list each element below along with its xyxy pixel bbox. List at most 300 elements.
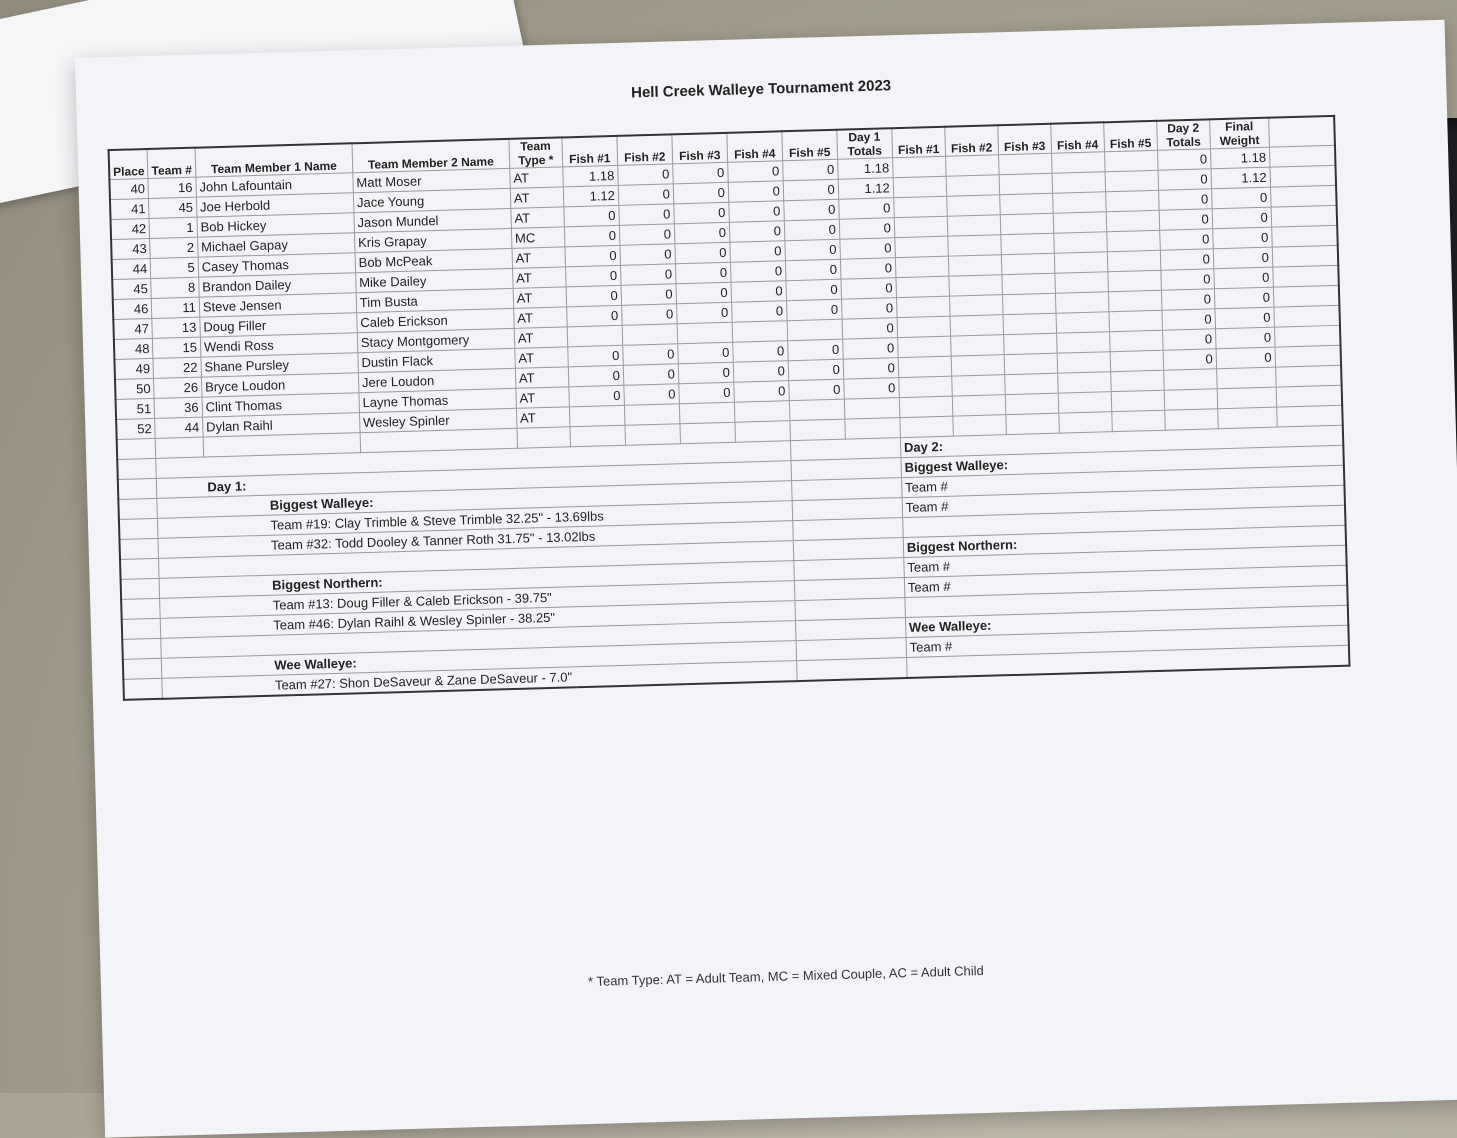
day2-biggest-northern-entry: Team # <box>904 545 1347 577</box>
d1-fish-3-cell: 0 <box>678 342 734 364</box>
blank-cell <box>119 518 158 539</box>
d2-fish-1-cell <box>899 396 953 417</box>
d2-fish-2-cell <box>946 175 1000 196</box>
blank-cell <box>1277 405 1343 427</box>
day1-total-cell: 0 <box>839 218 895 240</box>
final-weight-cell <box>1217 387 1277 409</box>
d1-fish-3-cell: 0 <box>678 362 734 384</box>
day1-total-cell: 1.18 <box>837 158 893 180</box>
d1-fish-4-cell <box>732 321 788 343</box>
d2-fish-3-cell <box>1004 353 1058 374</box>
member-2-cell: Tim Busta <box>356 288 513 312</box>
final-weight-cell: 0 <box>1214 267 1274 289</box>
team-number-cell: 11 <box>152 297 200 318</box>
day2-wee-walleye-label: Wee Walleye: <box>905 605 1348 637</box>
blank-cell <box>117 458 156 479</box>
d1-fish-5-cell <box>787 319 843 341</box>
day1-total-cell: 0 <box>842 338 898 360</box>
team-number-cell: 2 <box>150 237 198 258</box>
final-weight-cell: 0 <box>1211 187 1271 209</box>
d2-fish-4-cell <box>1052 172 1106 193</box>
d1-fish-2-cell: 0 <box>618 164 674 186</box>
team-number-cell: 5 <box>150 257 198 278</box>
team-number-cell: 15 <box>153 337 201 358</box>
day1-total-cell <box>844 398 900 420</box>
final-weight-cell: 0 <box>1213 247 1273 269</box>
d2-fish-5-cell <box>1104 150 1158 171</box>
d2-fish-4-cell <box>1058 392 1112 413</box>
place-cell: 41 <box>110 198 149 219</box>
day2-biggest-walleye-entry: Team # <box>902 485 1345 517</box>
final-weight-cell: 0 <box>1214 287 1274 309</box>
d1-fish-1-cell: 1.12 <box>563 185 619 207</box>
day2-total-cell: 0 <box>1160 249 1214 270</box>
d2-fish-3-cell <box>1002 293 1056 314</box>
d1-fish-1-cell: 0 <box>566 305 622 327</box>
place-cell: 52 <box>116 418 155 439</box>
d2-fish-3-cell <box>1001 253 1055 274</box>
member-2-cell: Wesley Spinler <box>359 408 516 432</box>
col-blank <box>1268 116 1334 147</box>
col-d2-fish-3: Fish #3 <box>998 124 1052 155</box>
d1-fish-5-cell: 0 <box>783 179 839 201</box>
d1-fish-3-cell: 0 <box>679 382 735 404</box>
d2-fish-1-cell <box>899 376 953 397</box>
blank-cell <box>1273 285 1339 307</box>
col-d2-fish-2: Fish #2 <box>945 125 999 156</box>
d1-fish-4-cell: 0 <box>731 281 787 303</box>
blank-cell <box>122 638 161 659</box>
results-sheet <box>75 20 1457 1138</box>
col-d1-fish-1: Fish #1 <box>562 136 618 167</box>
d1-fish-2-cell: 0 <box>619 224 675 246</box>
d1-fish-1-cell: 0 <box>565 265 621 287</box>
d1-fish-5-cell: 0 <box>786 299 842 321</box>
d2-fish-1-cell <box>896 276 950 297</box>
d1-fish-2-cell: 0 <box>621 284 677 306</box>
day1-biggest-northern-label: Biggest Northern: <box>159 561 794 599</box>
d2-fish-4-cell <box>1051 152 1105 173</box>
col-d2-fish-5: Fish #5 <box>1104 121 1158 152</box>
d1-fish-3-cell: 0 <box>674 202 730 224</box>
team-type-footnote: * Team Type: AT = Adult Team, MC = Mixed Couple, AC = Adult Child <box>587 962 984 990</box>
d1-fish-4-cell: 0 <box>729 221 785 243</box>
d2-fish-3-cell <box>1001 233 1055 254</box>
d1-fish-4-cell: 0 <box>728 181 784 203</box>
member-1-cell: Michael Gapay <box>197 233 354 257</box>
d1-fish-1-cell: 1.18 <box>563 165 619 187</box>
member-1-cell: Bob Hickey <box>197 213 354 237</box>
d1-fish-1-cell: 0 <box>566 285 622 307</box>
final-weight-cell: 1.18 <box>1210 147 1270 169</box>
day2-biggest-northern-label: Biggest Northern: <box>903 525 1346 557</box>
blank-cell <box>123 658 162 679</box>
blank-cell <box>735 421 791 443</box>
blank-cell <box>1059 412 1113 433</box>
final-weight-cell: 0 <box>1216 347 1276 369</box>
place-cell: 51 <box>116 398 155 419</box>
d1-fish-5-cell: 0 <box>784 199 840 221</box>
member-1-cell: Steve Jensen <box>199 293 356 317</box>
d2-fish-3-cell <box>999 173 1053 194</box>
d2-fish-3-cell <box>1000 213 1054 234</box>
final-weight-cell: 1.12 <box>1211 167 1271 189</box>
d2-fish-1-cell <box>895 256 949 277</box>
team-type-cell: AT <box>515 367 569 388</box>
member-1-cell: Doug Filler <box>200 313 357 337</box>
member-2-cell: Layne Thomas <box>359 388 516 412</box>
final-weight-cell <box>1216 367 1276 389</box>
day1-wee-walleye-label: Wee Walleye: <box>162 641 797 679</box>
place-cell: 44 <box>112 258 151 279</box>
team-type-cell: AT <box>511 207 565 228</box>
blank-cell <box>680 422 736 444</box>
place-cell: 49 <box>114 358 153 379</box>
col-d1-fish-4: Fish #4 <box>727 131 783 162</box>
blank-cell <box>796 658 907 682</box>
d2-fish-5-cell <box>1107 250 1161 271</box>
day2-total-cell: 0 <box>1161 289 1215 310</box>
d1-fish-4-cell: 0 <box>729 201 785 223</box>
col-d1-fish-2: Fish #2 <box>617 134 673 165</box>
d1-fish-5-cell: 0 <box>784 219 840 241</box>
d1-fish-1-cell: 0 <box>568 345 624 367</box>
col-day1-totals: Day 1 Totals <box>837 128 893 159</box>
d2-fish-4-cell <box>1052 192 1106 213</box>
day1-label: Day 1: <box>157 461 792 499</box>
d1-fish-5-cell: 0 <box>786 279 842 301</box>
d1-fish-2-cell <box>622 324 678 346</box>
d2-fish-5-cell <box>1108 290 1162 311</box>
final-weight-cell: 0 <box>1215 327 1275 349</box>
d2-fish-1-cell <box>898 356 952 377</box>
d2-fish-5-cell <box>1109 330 1163 351</box>
d2-fish-5-cell <box>1106 210 1160 231</box>
d2-fish-4-cell <box>1055 292 1109 313</box>
member-2-cell: Stacy Montgomery <box>357 328 514 352</box>
day1-biggest-northern-entry: Team #13: Doug Filler & Caleb Erickson - 39.75" <box>160 581 795 619</box>
d2-fish-1-cell <box>896 296 950 317</box>
day1-total-cell: 0 <box>843 358 899 380</box>
blank-cell <box>1276 385 1342 407</box>
blank-cell <box>1165 409 1219 430</box>
team-type-cell: AT <box>510 187 564 208</box>
blank-cell <box>118 498 157 519</box>
d2-fish-3-cell <box>1005 393 1059 414</box>
team-number-cell: 44 <box>155 417 203 438</box>
day2-total-cell: 0 <box>1162 309 1216 330</box>
member-2-cell: Matt Moser <box>353 168 510 192</box>
member-2-cell: Mike Dailey <box>355 268 512 292</box>
team-type-cell: AT <box>512 267 566 288</box>
team-number-cell: 13 <box>152 317 200 338</box>
team-number-cell: 22 <box>153 357 201 378</box>
d1-fish-3-cell: 0 <box>673 162 729 184</box>
col-d1-fish-3: Fish #3 <box>672 133 728 164</box>
col-member-1: Team Member 1 Name <box>195 143 353 177</box>
blank-cell <box>625 424 681 446</box>
blank-cell <box>123 678 162 700</box>
d2-fish-2-cell <box>947 215 1001 236</box>
day2-biggest-northern-entry: Team # <box>904 565 1347 597</box>
blank-cell <box>1272 225 1338 247</box>
d1-fish-4-cell: 0 <box>734 381 790 403</box>
team-type-cell: AT <box>512 247 566 268</box>
place-cell: 40 <box>109 179 148 200</box>
d1-fish-3-cell: 0 <box>674 222 730 244</box>
member-2-cell: Caleb Erickson <box>357 308 514 332</box>
d2-fish-4-cell <box>1055 272 1109 293</box>
d2-fish-5-cell <box>1105 190 1159 211</box>
d2-fish-5-cell <box>1110 350 1164 371</box>
blank-cell <box>121 578 160 599</box>
d1-fish-3-cell <box>679 402 735 424</box>
day1-total-cell: 0 <box>842 318 898 340</box>
d2-fish-4-cell <box>1057 352 1111 373</box>
blank-cell <box>1272 245 1338 267</box>
d2-fish-2-cell <box>950 335 1004 356</box>
day1-total-cell: 0 <box>841 278 897 300</box>
d2-fish-4-cell <box>1054 232 1108 253</box>
d2-fish-2-cell <box>948 255 1002 276</box>
d2-fish-1-cell <box>894 196 948 217</box>
d1-fish-1-cell <box>569 405 625 427</box>
d1-fish-4-cell: 0 <box>733 361 789 383</box>
d1-fish-3-cell <box>677 322 733 344</box>
col-team-type: Team Type * <box>509 137 563 168</box>
member-1-cell: Wendi Ross <box>200 333 357 357</box>
day2-total-cell: 0 <box>1157 149 1211 170</box>
d1-fish-1-cell: 0 <box>564 225 620 247</box>
d2-fish-1-cell <box>895 236 949 257</box>
d2-fish-4-cell <box>1054 252 1108 273</box>
day2-total-cell: 0 <box>1158 169 1212 190</box>
day1-total-cell: 0 <box>840 238 896 260</box>
day2-total-cell <box>1163 369 1217 390</box>
blank-cell <box>845 418 901 440</box>
col-final-weight: Final Weight <box>1209 118 1269 149</box>
blank-cell <box>900 416 954 437</box>
blank-cell <box>1006 413 1060 434</box>
day2-wee-walleye-entry: Team # <box>906 625 1349 657</box>
place-cell: 42 <box>111 218 150 239</box>
place-cell: 46 <box>113 298 152 319</box>
d2-fish-4-cell <box>1058 372 1112 393</box>
member-1-cell: Clint Thomas <box>202 393 359 417</box>
team-type-cell: AT <box>515 347 569 368</box>
team-type-cell: AT <box>513 287 567 308</box>
place-cell: 48 <box>114 338 153 359</box>
col-d2-fish-4: Fish #4 <box>1051 122 1105 153</box>
team-type-cell: AT <box>510 167 564 188</box>
member-2-cell: Dustin Flack <box>358 348 515 372</box>
d1-fish-5-cell: 0 <box>788 359 844 381</box>
d1-fish-1-cell: 0 <box>569 385 625 407</box>
blank-cell <box>1274 305 1340 327</box>
d1-fish-2-cell: 0 <box>621 304 677 326</box>
blank-cell <box>122 618 161 639</box>
d1-fish-4-cell: 0 <box>730 261 786 283</box>
d1-fish-2-cell: 0 <box>623 344 679 366</box>
blank-cell <box>1269 145 1335 167</box>
day1-total-cell: 0 <box>839 198 895 220</box>
day1-total-cell: 1.12 <box>838 178 894 200</box>
d1-fish-5-cell: 0 <box>789 379 845 401</box>
blank-cell <box>953 415 1007 436</box>
d2-fish-1-cell <box>893 176 947 197</box>
blank-cell <box>1275 365 1341 387</box>
day2-total-cell: 0 <box>1160 229 1214 250</box>
blank-cell <box>1218 407 1278 429</box>
day2-total-cell: 0 <box>1159 209 1213 230</box>
day1-biggest-northern-entry: Team #46: Dylan Raihl & Wesley Spinler - 38.25" <box>161 601 796 639</box>
col-team-number: Team # <box>147 148 195 179</box>
day2-total-cell: 0 <box>1163 349 1217 370</box>
team-type-cell: AT <box>514 327 568 348</box>
d2-fish-4-cell <box>1053 212 1107 233</box>
team-number-cell: 8 <box>151 277 199 298</box>
team-type-cell: MC <box>511 227 565 248</box>
d2-fish-1-cell <box>897 336 951 357</box>
d1-fish-2-cell: 0 <box>620 264 676 286</box>
team-number-cell: 36 <box>154 397 202 418</box>
team-number-cell: 26 <box>154 377 202 398</box>
col-d1-fish-5: Fish #5 <box>782 130 838 161</box>
team-type-cell: AT <box>513 307 567 328</box>
member-1-cell: Casey Thomas <box>198 253 355 277</box>
d1-fish-1-cell: 0 <box>564 205 620 227</box>
d1-fish-5-cell: 0 <box>785 259 841 281</box>
member-1-cell: Brandon Dailey <box>198 273 355 297</box>
day2-biggest-walleye-label: Biggest Walleye: <box>901 445 1344 477</box>
d2-fish-1-cell <box>897 316 951 337</box>
d2-fish-2-cell <box>950 315 1004 336</box>
col-day2-totals: Day 2 Totals <box>1157 119 1211 150</box>
blank-cell <box>119 538 158 559</box>
member-2-cell: Kris Grapay <box>354 228 511 252</box>
d1-fish-4-cell: 0 <box>733 341 789 363</box>
d2-fish-3-cell <box>1002 273 1056 294</box>
d1-fish-4-cell: 0 <box>731 301 787 323</box>
member-1-cell: John Lafountain <box>196 173 353 197</box>
d1-fish-2-cell: 0 <box>618 184 674 206</box>
blank-cell <box>118 478 157 499</box>
member-2-cell: Jason Mundel <box>354 208 511 232</box>
d2-fish-1-cell <box>894 216 948 237</box>
place-cell: 43 <box>111 238 150 259</box>
day1-biggest-walleye-entry: Team #19: Clay Trimble & Steve Trimble 32.25" - 13.69lbs <box>158 501 793 539</box>
day1-total-cell: 0 <box>840 258 896 280</box>
d2-fish-2-cell <box>951 355 1005 376</box>
d1-fish-5-cell <box>789 399 845 421</box>
blank-cell <box>570 425 626 447</box>
d1-fish-2-cell: 0 <box>623 364 679 386</box>
d1-fish-1-cell: 0 <box>565 245 621 267</box>
d1-fish-2-cell: 0 <box>620 244 676 266</box>
team-type-cell: AT <box>516 387 570 408</box>
d1-fish-1-cell: 0 <box>568 365 624 387</box>
member-1-cell: Dylan Raihl <box>202 413 359 437</box>
col-member-2: Team Member 2 Name <box>352 139 510 173</box>
d2-fish-3-cell <box>1003 333 1057 354</box>
day2-biggest-walleye-entry: Team # <box>901 465 1344 497</box>
day1-biggest-walleye-label: Biggest Walleye: <box>157 481 792 519</box>
member-2-cell: Bob McPeak <box>355 248 512 272</box>
place-cell: 47 <box>113 318 152 339</box>
d1-fish-3-cell: 0 <box>676 302 732 324</box>
day1-total-cell: 0 <box>841 298 897 320</box>
page-title: Hell Creek Walleye Tournament 2023 <box>630 77 892 102</box>
member-1-cell: Bryce Loudon <box>201 373 358 397</box>
member-1-cell: Shane Pursley <box>201 353 358 377</box>
blank-cell <box>1270 165 1336 187</box>
d1-fish-5-cell: 0 <box>785 239 841 261</box>
d2-fish-1-cell <box>892 156 946 177</box>
d1-fish-2-cell: 0 <box>624 384 680 406</box>
d2-fish-5-cell <box>1110 370 1164 391</box>
d2-fish-2-cell <box>949 295 1003 316</box>
blank-cell <box>1274 325 1340 347</box>
d2-fish-5-cell <box>1109 310 1163 331</box>
team-type-cell: AT <box>516 407 570 428</box>
day1-wee-walleye-entry: Team #27: Shon DeSaveur & Zane DeSaveur - 7.0" <box>162 661 797 699</box>
d2-fish-2-cell <box>947 195 1001 216</box>
member-1-cell: Joe Herbold <box>196 193 353 217</box>
blank-cell <box>1275 345 1341 367</box>
d2-fish-2-cell <box>945 155 999 176</box>
blank-cell <box>1270 185 1336 207</box>
blank-cell <box>1271 205 1337 227</box>
d2-fish-4-cell <box>1056 332 1110 353</box>
team-number-cell: 45 <box>149 197 197 218</box>
place-cell: 50 <box>115 378 154 399</box>
d1-fish-3-cell: 0 <box>675 242 731 264</box>
day2-total-cell <box>1164 389 1218 410</box>
results-table <box>108 115 1351 701</box>
d1-fish-2-cell: 0 <box>619 204 675 226</box>
blank-cell <box>120 558 159 579</box>
day2-label: Day 2: <box>900 425 1343 457</box>
d1-fish-3-cell: 0 <box>675 262 731 284</box>
blank-cell <box>1112 410 1166 431</box>
blank-cell <box>156 437 204 458</box>
d2-fish-2-cell <box>952 375 1006 396</box>
final-weight-cell: 0 <box>1213 227 1273 249</box>
d2-fish-2-cell <box>949 275 1003 296</box>
member-2-cell: Jere Loudon <box>358 368 515 392</box>
final-weight-cell: 0 <box>1212 207 1272 229</box>
blank-cell <box>1273 265 1339 287</box>
col-d2-fish-1: Fish #1 <box>892 127 946 158</box>
d2-fish-5-cell <box>1107 230 1161 251</box>
d2-fish-3-cell <box>1000 193 1054 214</box>
team-number-cell: 16 <box>148 177 196 198</box>
col-place: Place <box>109 149 149 180</box>
d2-fish-3-cell <box>1003 313 1057 334</box>
day2-total-cell: 0 <box>1158 189 1212 210</box>
day1-total-cell: 0 <box>844 378 900 400</box>
d1-fish-5-cell: 0 <box>787 339 843 361</box>
d1-fish-4-cell: 0 <box>727 161 783 183</box>
blank-cell <box>790 419 846 441</box>
d2-fish-2-cell <box>948 235 1002 256</box>
d1-fish-4-cell <box>734 401 790 423</box>
d1-fish-1-cell <box>567 325 623 347</box>
member-2-cell: Jace Young <box>353 188 510 212</box>
d2-fish-4-cell <box>1056 312 1110 333</box>
d2-fish-5-cell <box>1108 270 1162 291</box>
d2-fish-5-cell <box>1105 170 1159 191</box>
